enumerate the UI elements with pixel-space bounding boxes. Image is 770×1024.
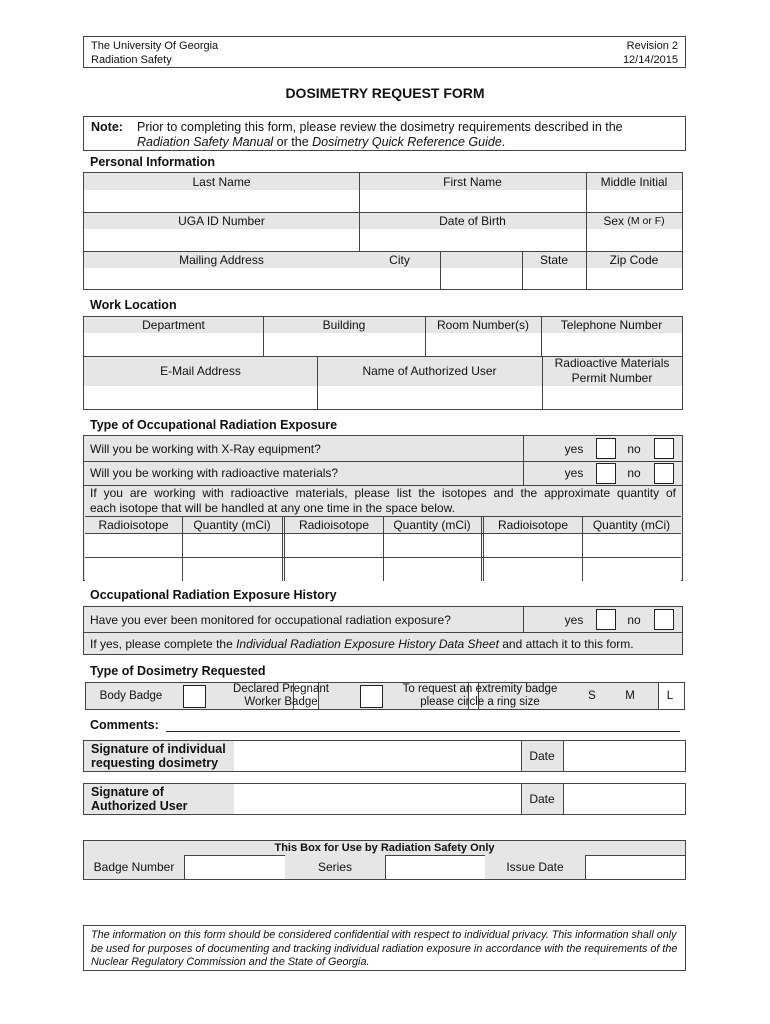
dob-label: Date of Birth	[439, 213, 506, 228]
quantity-header-2: Quantity (mCi)	[393, 518, 471, 532]
authorized-user-field[interactable]	[318, 386, 542, 409]
state-label: State	[539, 252, 569, 267]
ring-size-s[interactable]: S	[588, 690, 596, 702]
last-name-field[interactable]	[84, 190, 359, 212]
city-label: City	[389, 252, 410, 267]
telephone-label: Telephone Number	[560, 318, 663, 332]
radioactive-no-label: no	[627, 466, 641, 480]
history-yes-label: yes	[564, 612, 584, 627]
issue-date-field[interactable]	[586, 856, 685, 879]
note-references: Radiation Safety Manual or the Dosimetry Quick Reference Guide.	[137, 135, 506, 149]
office-use-title: This Box for Use by Radiation Safety Only	[274, 842, 495, 854]
extremity-badge-label: To request an extremity badge please circle a ring size	[402, 683, 558, 708]
header-org: The University Of Georgia	[91, 40, 219, 52]
xray-no-label: no	[627, 441, 641, 456]
note-text: Prior to completing this form, please review the dosimetry requirements described in the	[137, 120, 623, 134]
last-name-label: Last Name	[192, 174, 251, 189]
individual-date-field[interactable]	[564, 741, 685, 771]
permit-number-field[interactable]	[543, 386, 682, 409]
history-instructions: If yes, please complete the Individual Radiation Exposure History Data Sheet and attach it to this form.	[90, 636, 634, 651]
personal-info-heading: Personal Information	[90, 155, 216, 169]
individual-signature-label: Signature of individual requesting dosimetry	[91, 742, 226, 770]
work-location-table	[83, 316, 683, 410]
permit-number-label: Radioactive Materials Permit Number	[554, 356, 670, 385]
document-header	[83, 36, 686, 68]
department-field[interactable]	[84, 333, 263, 356]
exposure-table	[83, 435, 683, 581]
history-heading: Occupational Radiation Exposure History	[90, 588, 337, 602]
page-title: DOSIMETRY REQUEST FORM	[285, 85, 485, 101]
uga-id-field[interactable]	[84, 229, 359, 251]
mailing-address-field[interactable]	[84, 268, 440, 289]
individual-signature-row	[83, 740, 686, 772]
xray-yes-checkbox[interactable]	[596, 438, 616, 459]
room-label: Room Number(s)	[436, 318, 529, 332]
authorized-signature-label: Signature of Authorized User	[91, 785, 188, 813]
header-dept: Radiation Safety	[91, 54, 172, 66]
history-table	[83, 606, 683, 655]
note-label: Note:	[91, 120, 123, 134]
xray-yes-label: yes	[564, 441, 584, 456]
history-no-label: no	[627, 612, 641, 627]
department-label: Department	[142, 318, 205, 332]
history-question: Have you ever been monitored for occupational radiation exposure?	[90, 612, 451, 627]
zip-field[interactable]	[587, 268, 682, 289]
body-badge-label: Body Badge	[99, 690, 163, 702]
history-sheet-reference: Individual Radiation Exposure History Data Sheet	[236, 636, 499, 651]
isotope-instructions: If you are working with radioactive materials, please list the isotopes and the approximate quantity of each isotope that will be handled at any one time in the space below.	[90, 486, 676, 515]
building-label: Building	[322, 318, 366, 332]
email-label: E-Mail Address	[160, 364, 241, 378]
email-field[interactable]	[84, 386, 317, 409]
exposure-heading: Type of Occupational Radiation Exposure	[90, 418, 338, 432]
note-box	[83, 116, 686, 151]
pregnant-badge-checkbox[interactable]	[360, 685, 383, 708]
xray-question: Will you be working with X-Ray equipment?	[90, 441, 321, 456]
middle-initial-field[interactable]	[587, 190, 682, 212]
authorized-signature-row	[83, 783, 686, 815]
office-use-box	[83, 840, 686, 880]
uga-id-label: UGA ID Number	[178, 213, 265, 228]
guide-reference: Dosimetry Quick Reference Guide	[312, 135, 502, 149]
authorized-user-label: Name of Authorized User	[362, 364, 497, 378]
ring-size-m[interactable]: M	[625, 690, 635, 702]
authorized-date-field[interactable]	[564, 784, 685, 814]
quantity-header-3: Quantity (mCi)	[592, 518, 671, 532]
radioactive-no-checkbox[interactable]	[654, 463, 674, 484]
telephone-field[interactable]	[542, 333, 682, 356]
individual-date-label: Date	[529, 749, 555, 763]
authorized-signature-field[interactable]	[235, 784, 521, 814]
ring-size-l[interactable]: L	[666, 690, 674, 702]
pregnant-badge-label: Declared Pregnant Worker Badge	[233, 683, 329, 708]
badge-number-label: Badge Number	[84, 855, 184, 879]
state-field[interactable]	[523, 268, 586, 289]
personal-info-table	[83, 172, 683, 290]
first-name-label: First Name	[443, 174, 502, 189]
header-revision: Revision 2	[626, 40, 678, 52]
radioactive-yes-checkbox[interactable]	[596, 463, 616, 484]
room-field[interactable]	[426, 333, 541, 356]
manual-reference: Radiation Safety Manual	[137, 135, 274, 149]
radioisotope-header-3: Radioisotope	[497, 518, 569, 532]
isotope-grid	[85, 516, 681, 580]
radioactive-yes-label: yes	[564, 466, 584, 480]
quantity-header-1: Quantity (mCi)	[193, 518, 271, 532]
badge-number-field[interactable]	[185, 856, 285, 879]
radioisotope-header-2: Radioisotope	[298, 518, 370, 532]
dob-field[interactable]	[360, 229, 586, 251]
history-yes-checkbox[interactable]	[596, 609, 616, 630]
sex-field[interactable]	[587, 229, 682, 251]
radioactive-question: Will you be working with radioactive materials?	[90, 466, 339, 480]
body-badge-checkbox[interactable]	[183, 685, 206, 708]
first-name-field[interactable]	[360, 190, 586, 212]
confidentiality-text: The information on this form should be considered confidential with respect to individual privacy. This information shall only be used for purposes of documenting and tracking individual radiation exposure in accordance with the requirements of the Nuclear Regulatory Commission and the State of Georgia.	[91, 929, 678, 968]
history-no-checkbox[interactable]	[654, 609, 674, 630]
series-label: Series	[285, 855, 385, 879]
series-field[interactable]	[386, 856, 485, 879]
issue-date-label: Issue Date	[485, 855, 585, 879]
zip-label: Zip Code	[609, 252, 659, 267]
work-location-heading: Work Location	[90, 298, 177, 312]
quantity-entry-field[interactable]	[183, 534, 282, 557]
dosimetry-table	[85, 682, 685, 710]
dosimetry-heading: Type of Dosimetry Requested	[90, 664, 266, 678]
sex-label: Sex (M or F)	[603, 213, 665, 228]
authorized-date-label: Date	[529, 792, 555, 806]
comments-field[interactable]	[166, 718, 680, 732]
xray-no-checkbox[interactable]	[654, 438, 674, 459]
isotope-entry-field[interactable]	[85, 534, 182, 557]
confidentiality-notice	[83, 925, 686, 971]
header-date: 12/14/2015	[622, 54, 678, 66]
mailing-address-label: Mailing Address	[179, 252, 264, 267]
middle-initial-label: Middle Initial	[600, 174, 668, 189]
building-field[interactable]	[264, 333, 425, 356]
radioisotope-header-1: Radioisotope	[98, 518, 169, 532]
individual-signature-field[interactable]	[235, 741, 521, 771]
comments-label: Comments:	[90, 718, 159, 732]
